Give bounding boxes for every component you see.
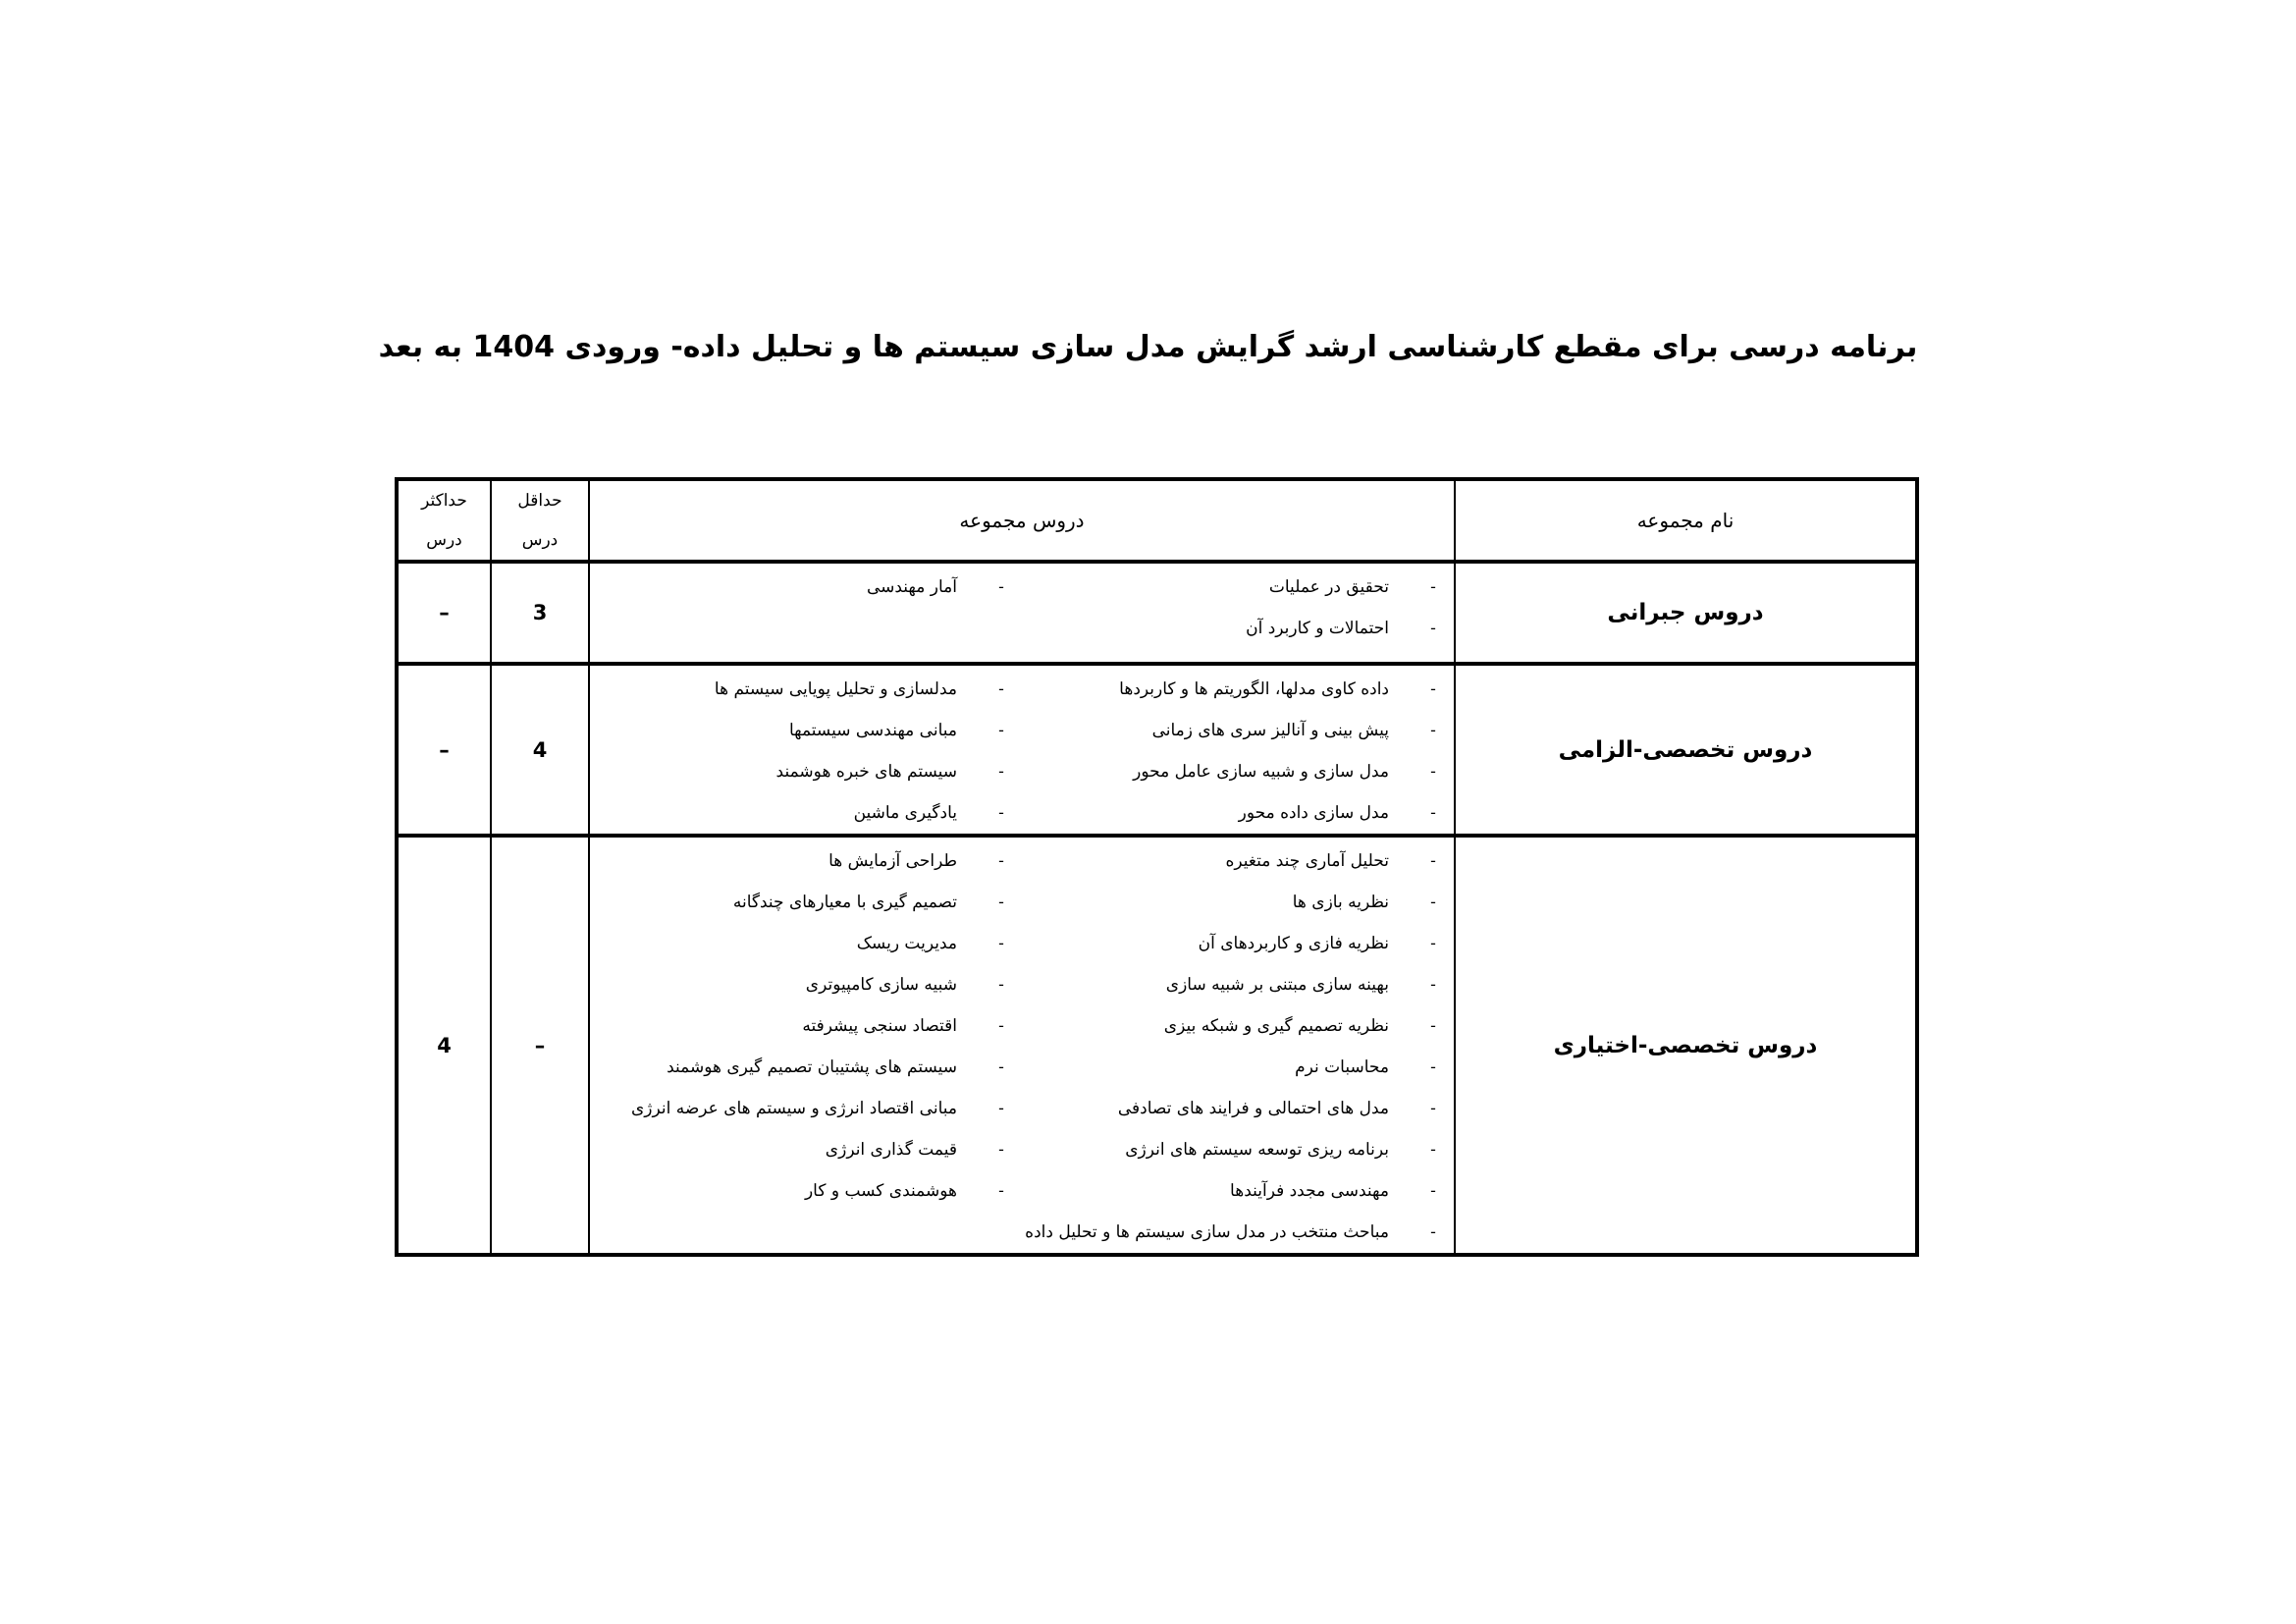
course-item: [590, 1129, 1022, 1170]
group-courses: [589, 836, 1455, 1255]
course-item: [1022, 1005, 1454, 1047]
header-group-name: نام مجموعه: [1455, 479, 1917, 562]
course-list: [590, 666, 1454, 834]
course-name: نظریه فازی و کاربردهای آن: [1198, 934, 1389, 953]
bullet-dash: -: [1430, 934, 1436, 953]
course-name: مدلسازی و تحلیل پویایی سیستم ها: [714, 679, 957, 699]
header-min-courses: [491, 479, 589, 562]
bullet-dash: -: [998, 893, 1004, 912]
course-item: [590, 1047, 1022, 1088]
course-list: [590, 564, 1454, 649]
bullet-dash: -: [998, 1016, 1004, 1036]
bullet-dash: -: [1430, 762, 1436, 782]
header-max-courses: [397, 479, 491, 562]
group-min-courses: 3: [491, 562, 589, 664]
group-min-courses: –: [491, 836, 589, 1255]
group-max-courses: –: [397, 664, 491, 836]
course-item: [590, 792, 1022, 834]
table-header-row: [397, 479, 1917, 562]
bullet-dash: -: [998, 762, 1004, 782]
course-item: [590, 1170, 1022, 1212]
bullet-dash: -: [998, 1057, 1004, 1077]
bullet-dash: -: [1430, 721, 1436, 740]
course-item: [1022, 792, 1454, 834]
bullet-dash: -: [998, 975, 1004, 995]
course-item: [1022, 751, 1454, 792]
course-name: سیستم های خبره هوشمند: [775, 762, 957, 782]
course-name: تصمیم گیری با معیارهای چندگانه: [732, 893, 957, 912]
bullet-dash: -: [998, 1099, 1004, 1118]
course-item: [1022, 567, 1454, 608]
bullet-dash: -: [1430, 1016, 1436, 1036]
course-name: قیمت گذاری انرژی: [825, 1140, 957, 1160]
course-item: [590, 751, 1022, 792]
course-item: [1022, 1047, 1454, 1088]
course-name: تحلیل آماری چند متغیره: [1225, 851, 1389, 871]
course-name: مباحث منتخب در مدل سازی سیستم ها و تحلیل داده: [1025, 1222, 1389, 1242]
course-item: [590, 882, 1022, 923]
table-row: [397, 664, 1917, 836]
course-name: نظریه تصمیم گیری و شبکه بیزی: [1163, 1016, 1389, 1036]
bullet-dash: -: [998, 934, 1004, 953]
course-name: آمار مهندسی: [866, 577, 957, 597]
course-list: [590, 838, 1454, 1253]
bullet-dash: -: [1430, 619, 1436, 638]
table-row: [397, 562, 1917, 664]
course-item: [590, 964, 1022, 1005]
course-item: [1022, 1088, 1454, 1129]
course-name: اقتصاد سنجی پیشرفته: [802, 1016, 957, 1036]
course-name: مدل های احتمالی و فرایند های تصادفی: [1117, 1099, 1389, 1118]
bullet-dash: -: [1430, 1057, 1436, 1077]
course-item: [590, 840, 1022, 882]
course-name: محاسبات نرم: [1295, 1057, 1389, 1077]
course-name: پیش بینی و آنالیز سری های زمانی: [1151, 721, 1389, 740]
bullet-dash: -: [1430, 679, 1436, 699]
course-name: مدل سازی داده محور: [1238, 803, 1389, 823]
course-item: [1022, 840, 1454, 882]
bullet-dash: -: [998, 851, 1004, 871]
group-name: دروس جبرانی: [1455, 562, 1917, 664]
course-name: هوشمندی کسب و کار: [804, 1181, 957, 1201]
course-item: [1022, 1170, 1454, 1212]
course-name: سیستم های پشتیبان تصمیم گیری هوشمند: [667, 1057, 957, 1077]
course-name: برنامه ریزی توسعه سیستم های انرژی: [1125, 1140, 1389, 1160]
course-item: [1022, 710, 1454, 751]
header-min-line1: حداقل: [517, 491, 562, 511]
group-max-courses: 4: [397, 836, 491, 1255]
bullet-dash: -: [1430, 577, 1436, 597]
bullet-dash: -: [1430, 893, 1436, 912]
bullet-dash: -: [998, 1181, 1004, 1201]
header-courses: دروس مجموعه: [589, 479, 1455, 562]
bullet-dash: -: [1430, 1140, 1436, 1160]
course-name: مدیریت ریسک: [856, 934, 957, 953]
course-name: بهینه سازی مبتنی بر شبیه سازی: [1165, 975, 1389, 995]
course-item: [590, 567, 1022, 608]
course-item: [590, 923, 1022, 964]
group-courses: [589, 664, 1455, 836]
course-name: مبانی مهندسی سیستمها: [788, 721, 957, 740]
bullet-dash: -: [998, 803, 1004, 823]
header-max-line2: درس: [426, 530, 462, 550]
course-item: [590, 1088, 1022, 1129]
bullet-dash: -: [1430, 1181, 1436, 1201]
course-name: تحقیق در عملیات: [1268, 577, 1389, 597]
table-row: [397, 836, 1917, 1255]
bullet-dash: -: [1430, 803, 1436, 823]
course-name: مبانی اقتصاد انرژی و سیستم های عرضه انرژی: [630, 1099, 957, 1118]
group-name: دروس تخصصی-الزامی: [1455, 664, 1917, 836]
bullet-dash: -: [998, 1140, 1004, 1160]
group-name: دروس تخصصی-اختیاری: [1455, 836, 1917, 1255]
course-name: نظریه بازی ها: [1292, 893, 1389, 912]
bullet-dash: -: [998, 721, 1004, 740]
group-max-courses: –: [397, 562, 491, 664]
course-name: مدل سازی و شبیه سازی عامل محور: [1133, 762, 1389, 782]
header-min-line2: درس: [521, 530, 559, 550]
group-courses: [589, 562, 1455, 664]
course-item: [1022, 882, 1454, 923]
curriculum-table: [395, 477, 1919, 1257]
course-item: [1022, 1212, 1454, 1253]
course-name: داده کاوی مدلها، الگوریتم ها و کاربردها: [1119, 679, 1389, 699]
bullet-dash: -: [1430, 975, 1436, 995]
course-item: [590, 669, 1022, 710]
bullet-dash: -: [1430, 851, 1436, 871]
bullet-dash: -: [1430, 1099, 1436, 1118]
bullet-dash: -: [1430, 1222, 1436, 1242]
course-name: طراحی آزمایش ها: [828, 851, 957, 871]
course-item: [1022, 608, 1454, 649]
course-name: شبیه سازی کامپیوتری: [805, 975, 957, 995]
group-min-courses: 4: [491, 664, 589, 836]
course-name: یادگیری ماشین: [853, 803, 957, 823]
bullet-dash: -: [998, 679, 1004, 699]
course-item: [590, 1005, 1022, 1047]
bullet-dash: -: [998, 577, 1004, 597]
header-max-line1: حداکثر: [421, 491, 467, 511]
course-item: [1022, 669, 1454, 710]
course-item: [1022, 1129, 1454, 1170]
course-name: مهندسی مجدد فرآیندها: [1230, 1181, 1389, 1201]
course-item: [1022, 923, 1454, 964]
course-item: [1022, 964, 1454, 1005]
page-title: برنامه درسی برای مقطع کارشناسی ارشد گرایش مدل سازی سیستم ها و تحلیل داده- ورودی 1404 به بعد: [378, 330, 1918, 364]
course-name: احتمالات و کاربرد آن: [1246, 619, 1389, 638]
course-item: [590, 710, 1022, 751]
